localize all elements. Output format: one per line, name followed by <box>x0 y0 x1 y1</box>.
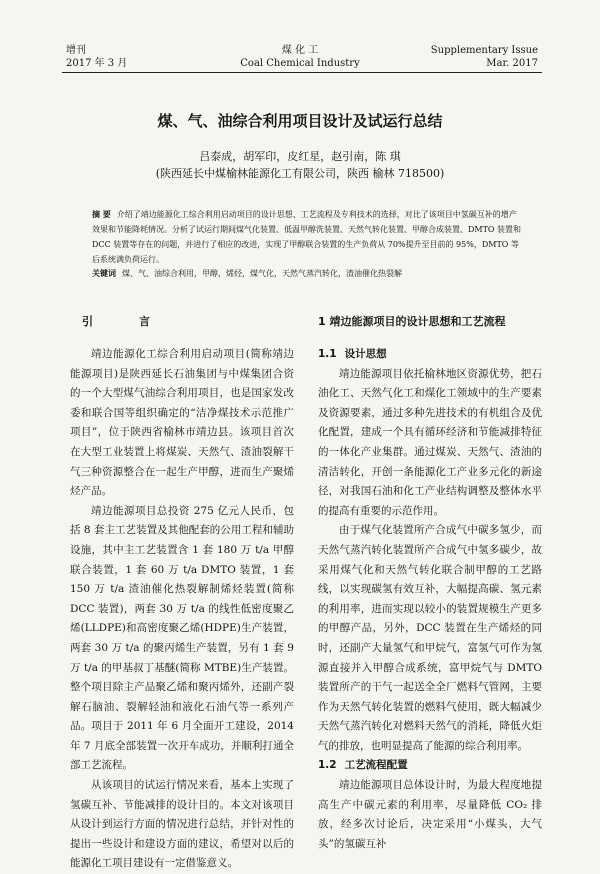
subsection-number-1-1: 1.1 <box>318 348 337 360</box>
header-rule <box>62 72 542 73</box>
issue-date: 2017 年 3 月 <box>66 58 128 69</box>
right-column <box>318 312 542 854</box>
process-paragraph-1: 靖边能源项目总体设计时，为最大程度地提高生产中碳元素的利用率，尽量降低 CO₂ 排放，经多次讨论后，决定采用“小煤头，大气头”的氢碳互补 <box>318 779 542 850</box>
subsection-heading-1-2 <box>318 756 542 776</box>
journal-issue-en <box>431 44 538 70</box>
issue-date-en: Mar. 2017 <box>486 58 538 69</box>
subsection-title-1-2: 工艺流程配置 <box>344 759 408 772</box>
journal-name-cn: 煤 化 工 <box>281 45 319 56</box>
design-paragraph-1: 靖边能源项目依托榆林地区资源优势，把石油化工、天然气化工和煤化工领域中的生产要素及资源要素，通过多种先进技术的有机组合及优化配置，建成一个具有循环经济和节能减排特征的一体化产业集群。通过煤炭、天然气、渣油的清洁转化，开创一条能源化工产业多元化的新途径，对我国石油和化工产业结构调整及整体水平的提高有重要的示范作用。 <box>318 367 542 517</box>
intro-paragraph-1: 靖边能源化工综合利用启动项目(简称靖边能源项目)是陕西延长石油集团与中煤集团合资的一个大型煤气油综合利用项目，也是国家发改委和联合国等组织确定的“洁净煤技术示范推广项目”，位于陕西省榆林市靖边县。该项目首次在大型工业装置上将煤炭、天然气、渣油裂解干气三种资源整合在一起生产甲醇，进而生产聚烯烃产品。 <box>70 348 294 498</box>
keywords <box>92 267 522 281</box>
intro-paragraph-2: 靖边能源项目总投资 275 亿元人民币，包括 8 套主工艺装置及其他配套的公用工程和辅助设施，其中主工艺装置含 1 套 180 万 t/a 甲醇联合装置，1 套 60 万 t/a DMTO 装置，1 套 150 万 t/a 渣油催化热裂解制烯烃装置(简称 DCC 装置)，两套 30 万 t/a 的线性低密度聚乙烯(LLDPE)和高密度聚乙烯(HDPE)生产装置，两套 30 万 t/a 的聚丙烯生产装置，另有 1 套 9 万 t/a 的甲基叔丁基醚(简称 MTBE)生产装置。整个项目除主产品聚乙烯和聚丙烯外，还副产裂解石脑油、裂解轻油和液化石油气等一系列产品。项目于 2011 年 6 月全面开工建设，2014 年 7 月底全部装置一次开车成功，并顺利打通全部工艺流程。 <box>70 504 294 772</box>
subsection-number-1-2: 1.2 <box>318 759 337 772</box>
section-heading-intro <box>70 312 294 332</box>
article-title: 煤、气、油综合利用项目设计及试运行总结 <box>157 112 443 130</box>
section-heading-intro-part2: 言 <box>139 315 150 328</box>
keywords-label: 关键词 <box>92 269 116 278</box>
abstract-text: 介绍了靖边能源化工综合利用启动项目的设计思想、工艺流程及专利技术的选择，对比了该项目中氢碳互补的增产效果和节能降耗情况。分析了试运行期间煤气化装置、低温甲醇洗装置、天然气转化装置、甲醇合成装置、DMTO 装置和 DCC 装置等存在的问题，并进行了相应的改进，实现了甲醇联合装置的生产负荷从 70%提升至目前的 95%，DMTO 等后系统满负荷运行。 <box>92 210 522 264</box>
subsection-title-1-1: 设计思想 <box>344 348 387 360</box>
journal-name-en: Coal Chemical Industry <box>240 58 360 69</box>
left-column <box>70 312 294 874</box>
keywords-text: 煤、气、油综合利用，甲醇，烯烃，煤气化，天然气蒸汽转化，渣油催化热裂解 <box>122 269 402 278</box>
subsection-heading-1-1 <box>318 345 542 365</box>
abstract-label: 摘 要 <box>92 210 111 219</box>
issue-label-en: Supplementary Issue <box>430 45 538 56</box>
section-heading-intro-part1: 引 <box>82 315 93 328</box>
section-heading-1 <box>318 312 542 332</box>
section-title-1: 靖边能源项目的设计思想和工艺流程 <box>329 315 506 328</box>
issue-label: 增刊 <box>66 45 86 56</box>
abstract <box>92 207 522 267</box>
design-paragraph-2: 由于煤气化装置所产合成气中碳多氢少，而天然气蒸汽转化装置所产合成气中氢多碳少，故采用煤气化和天然气转化联合制甲醇的工艺路线，以实现碳氢有效互补，大幅提高碳、氢元素的利用率，进而实现以较小的装置规模生产更多的甲醇产品，另外，DCC 装置在生产烯烃的同时，还副产大量氢气和甲烷气，富氢气可作为氢源直接并入甲醇合成系统，富甲烷气与 DMTO 装置所产的干气一起送全全厂燃料气管网，主要作为天然气转化装置的燃料气使用，既大幅减少天然气蒸汽转化对燃料天然气的消耗，降低火炬气的排放，也明显提高了能源的综合利用率。 <box>318 524 542 752</box>
section-number-1: 1 <box>318 315 326 328</box>
intro-paragraph-3: 从该项目的试运行情况来看，基本上实现了氢碳互补、节能减排的设计目的。本文对该项目从设计到运行方面的情况进行总结，并针对性的提出一些设计和建设方面的建议，希望对以后的能源化工项目建设有一定借鉴意义。 <box>70 779 294 870</box>
article-authors: 吕泰成，胡军印，皮红星，赵引南，陈 琪 <box>199 150 401 163</box>
article-affiliation: (陕西延长中煤榆林能源化工有限公司，陕西 榆林 718500) <box>155 167 445 180</box>
